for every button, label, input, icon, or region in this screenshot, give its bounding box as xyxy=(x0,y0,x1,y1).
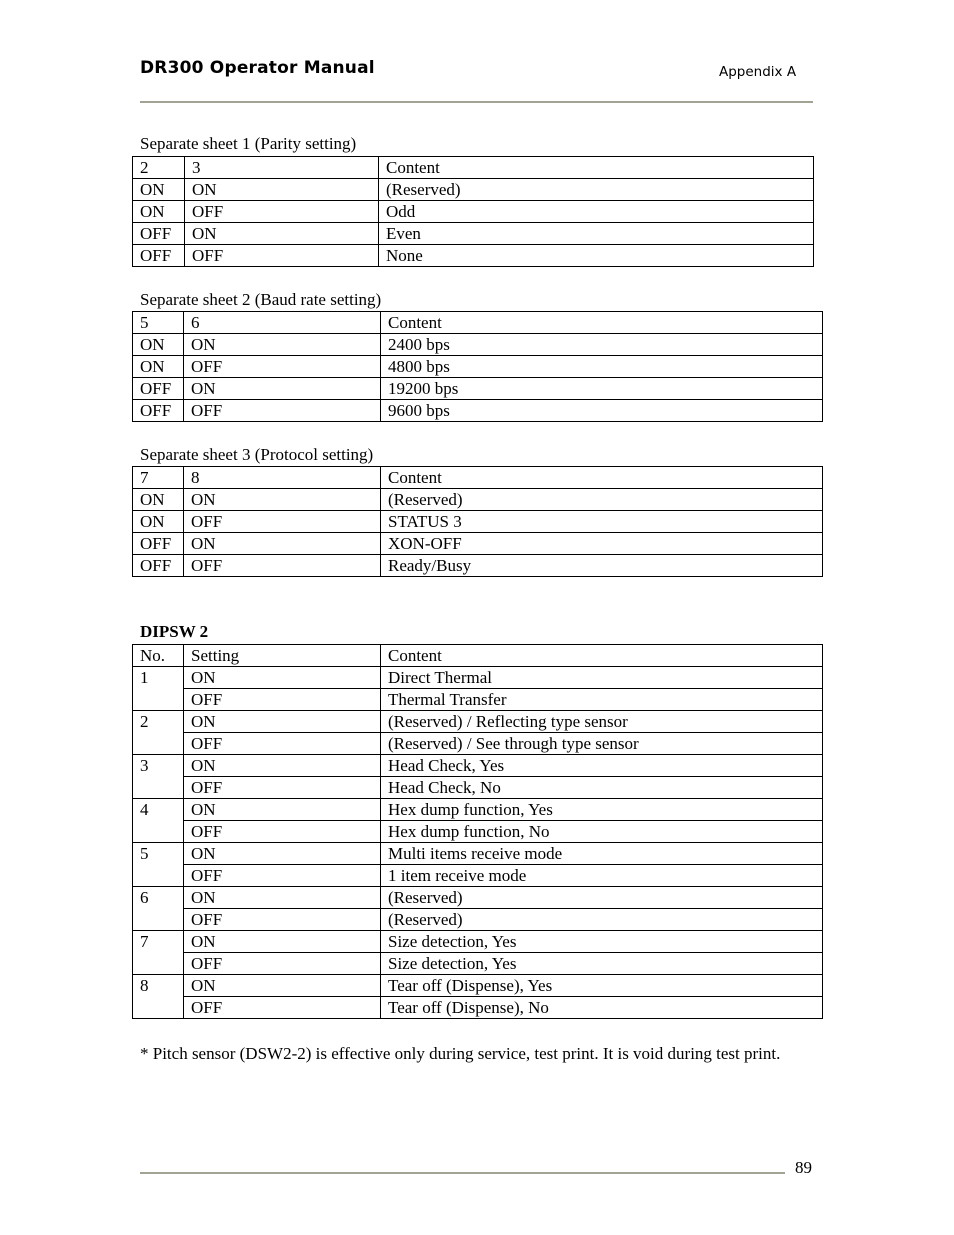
switch-number: 1 xyxy=(133,667,184,711)
column-header: Content xyxy=(381,645,823,667)
sheet2-caption: Separate sheet 2 (Baud rate setting) xyxy=(140,290,382,309)
table-cell: Even xyxy=(379,223,814,245)
table-row xyxy=(133,356,823,378)
table-row xyxy=(133,223,814,245)
column-header: 8 xyxy=(184,467,381,489)
setting-cell: ON xyxy=(184,667,381,689)
table-row xyxy=(133,511,823,533)
setting-cell: ON xyxy=(184,887,381,909)
table-row xyxy=(133,555,823,577)
table-row xyxy=(133,533,823,555)
table-row xyxy=(133,865,823,887)
column-header: Content xyxy=(381,467,823,489)
switch-number: 3 xyxy=(133,755,184,799)
content-cell: Tear off (Dispense), Yes xyxy=(381,975,823,997)
table-row xyxy=(133,777,823,799)
table-row xyxy=(133,201,814,223)
setting-cell: OFF xyxy=(184,777,381,799)
table-cell: OFF xyxy=(185,201,379,223)
sheet1-caption: Separate sheet 1 (Parity setting) xyxy=(140,134,357,153)
column-header: 6 xyxy=(184,312,381,334)
content-cell: (Reserved) / Reflecting type sensor xyxy=(381,711,823,733)
column-header: No. xyxy=(133,645,184,667)
table-cell: ON xyxy=(133,489,184,511)
switch-number: 2 xyxy=(133,711,184,755)
switch-number: 4 xyxy=(133,799,184,843)
setting-cell: ON xyxy=(184,799,381,821)
table-row xyxy=(133,975,823,997)
table-row xyxy=(133,334,823,356)
table-row xyxy=(133,489,823,511)
switch-number: 5 xyxy=(133,843,184,887)
table-row xyxy=(133,400,823,422)
baud-rate-table xyxy=(132,311,823,422)
sheet3-caption: Separate sheet 3 (Protocol setting) xyxy=(140,445,374,464)
table-cell: ON xyxy=(133,511,184,533)
content-cell: Direct Thermal xyxy=(381,667,823,689)
switch-number: 8 xyxy=(133,975,184,1019)
content-cell: Multi items receive mode xyxy=(381,843,823,865)
column-header: 7 xyxy=(133,467,184,489)
table-row xyxy=(133,997,823,1019)
dipsw2-table xyxy=(132,644,823,1019)
content-cell: Size detection, Yes xyxy=(381,931,823,953)
setting-cell: OFF xyxy=(184,821,381,843)
table-cell: OFF xyxy=(184,400,381,422)
table-cell: (Reserved) xyxy=(379,179,814,201)
table-cell: None xyxy=(379,245,814,267)
setting-cell: ON xyxy=(184,843,381,865)
table-cell: ON xyxy=(133,334,184,356)
table-header-row xyxy=(133,157,814,179)
table-cell: 2400 bps xyxy=(381,334,823,356)
pitch-sensor-note: * Pitch sensor (DSW2-2) is effective only during service, test print. It is void during test print. xyxy=(140,1044,781,1063)
table-cell: ON xyxy=(184,334,381,356)
appendix-label: Appendix A xyxy=(719,64,797,80)
table-header-row xyxy=(133,467,823,489)
table-row xyxy=(133,667,823,689)
dipsw2-caption: DIPSW 2 xyxy=(140,622,209,641)
table-row xyxy=(133,179,814,201)
content-cell: Head Check, Yes xyxy=(381,755,823,777)
table-header-row xyxy=(133,312,823,334)
setting-cell: OFF xyxy=(184,689,381,711)
content-cell: Size detection, Yes xyxy=(381,953,823,975)
table-cell: ON xyxy=(184,533,381,555)
content-cell: Hex dump function, Yes xyxy=(381,799,823,821)
switch-number: 6 xyxy=(133,887,184,931)
column-header: Content xyxy=(381,312,823,334)
content-cell: (Reserved) xyxy=(381,887,823,909)
column-header: Content xyxy=(379,157,814,179)
table-cell: OFF xyxy=(133,400,184,422)
content-cell: Thermal Transfer xyxy=(381,689,823,711)
table-row xyxy=(133,245,814,267)
manual-title: DR300 Operator Manual xyxy=(140,58,375,78)
table-cell: OFF xyxy=(133,223,185,245)
table-row xyxy=(133,378,823,400)
column-header: 3 xyxy=(185,157,379,179)
table-cell: OFF xyxy=(185,245,379,267)
setting-cell: ON xyxy=(184,931,381,953)
protocol-setting-table xyxy=(132,466,823,577)
setting-cell: OFF xyxy=(184,909,381,931)
table-cell: OFF xyxy=(184,356,381,378)
table-row xyxy=(133,887,823,909)
table-row xyxy=(133,755,823,777)
table-cell: ON xyxy=(184,378,381,400)
switch-number: 7 xyxy=(133,931,184,975)
column-header: 2 xyxy=(133,157,185,179)
table-row xyxy=(133,931,823,953)
table-cell: OFF xyxy=(133,378,184,400)
table-row xyxy=(133,689,823,711)
table-cell: STATUS 3 xyxy=(381,511,823,533)
content-cell: (Reserved) xyxy=(381,909,823,931)
content-cell: Hex dump function, No xyxy=(381,821,823,843)
table-header-row xyxy=(133,645,823,667)
table-cell: 19200 bps xyxy=(381,378,823,400)
table-cell: ON xyxy=(133,201,185,223)
content-cell: (Reserved) / See through type sensor xyxy=(381,733,823,755)
table-cell: OFF xyxy=(184,511,381,533)
table-cell: 4800 bps xyxy=(381,356,823,378)
setting-cell: ON xyxy=(184,711,381,733)
footer-rule xyxy=(140,1172,785,1174)
table-cell: OFF xyxy=(133,245,185,267)
content-cell: Tear off (Dispense), No xyxy=(381,997,823,1019)
setting-cell: OFF xyxy=(184,733,381,755)
page-number: 89 xyxy=(795,1158,812,1177)
table-row xyxy=(133,909,823,931)
table-row xyxy=(133,953,823,975)
table-cell: Odd xyxy=(379,201,814,223)
setting-cell: ON xyxy=(184,975,381,997)
table-cell: ON xyxy=(133,179,185,201)
table-cell: OFF xyxy=(133,533,184,555)
table-row xyxy=(133,711,823,733)
table-cell: ON xyxy=(185,223,379,245)
table-cell: Ready/Busy xyxy=(381,555,823,577)
setting-cell: ON xyxy=(184,755,381,777)
table-cell: 9600 bps xyxy=(381,400,823,422)
table-cell: ON xyxy=(185,179,379,201)
parity-setting-table xyxy=(132,156,814,267)
table-row xyxy=(133,843,823,865)
setting-cell: OFF xyxy=(184,953,381,975)
table-cell: ON xyxy=(184,489,381,511)
setting-cell: OFF xyxy=(184,997,381,1019)
table-row xyxy=(133,821,823,843)
table-cell: XON-OFF xyxy=(381,533,823,555)
table-row xyxy=(133,733,823,755)
content-cell: 1 item receive mode xyxy=(381,865,823,887)
column-header: 5 xyxy=(133,312,184,334)
table-row xyxy=(133,799,823,821)
table-cell: OFF xyxy=(184,555,381,577)
table-cell: (Reserved) xyxy=(381,489,823,511)
table-cell: ON xyxy=(133,356,184,378)
table-cell: OFF xyxy=(133,555,184,577)
column-header: Setting xyxy=(184,645,381,667)
content-cell: Head Check, No xyxy=(381,777,823,799)
setting-cell: OFF xyxy=(184,865,381,887)
header-rule xyxy=(140,101,813,103)
